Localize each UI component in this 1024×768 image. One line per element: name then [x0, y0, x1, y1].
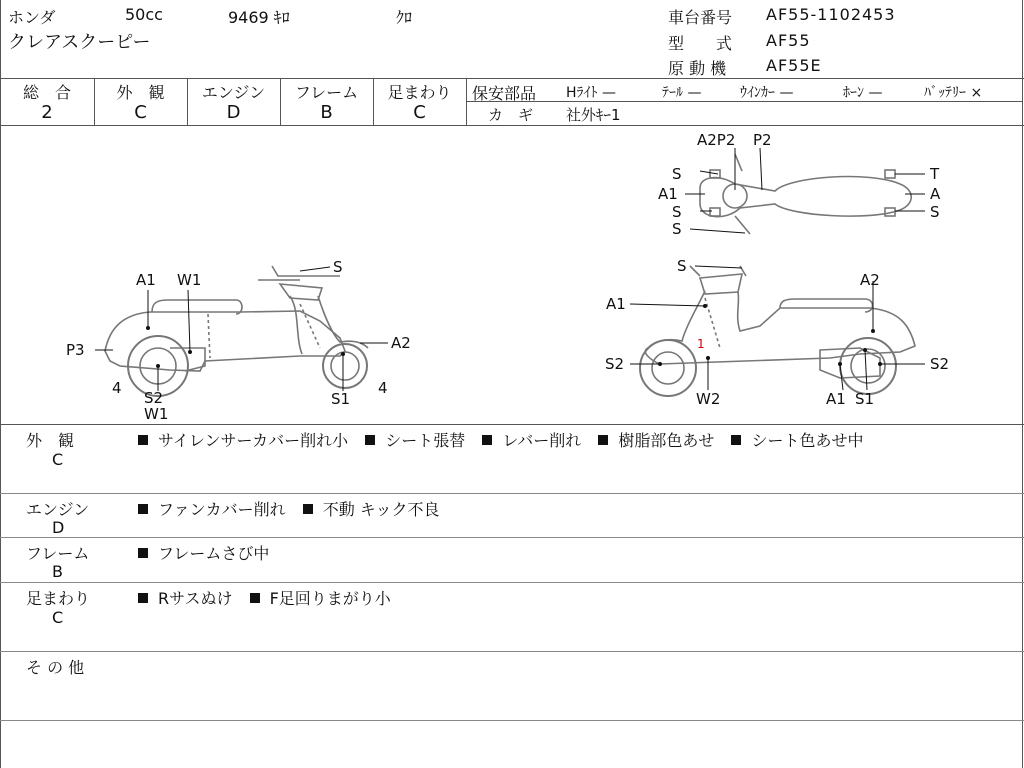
top-label-t: T [930, 165, 940, 183]
note-engine-grade: D [52, 518, 65, 537]
grade-engine-label: エンジン [201, 83, 266, 102]
grade-frame-value: B [320, 102, 333, 123]
chassis-value: AF55-1102453 [766, 5, 896, 24]
left-label-a1: A1 [136, 271, 156, 289]
left-label-4b: 4 [378, 379, 388, 397]
left-label-a2: A2 [391, 334, 411, 352]
note-frame-items: フレームさび中 [138, 541, 281, 564]
engine-label: 原 動 機 [668, 59, 727, 78]
top-label-p2: P2 [753, 131, 772, 149]
grade-overall-label: 総 合 [22, 83, 71, 102]
grade-overall-value: 2 [41, 102, 53, 123]
left-label-s: S [333, 258, 343, 276]
type-label: 型 式 [668, 34, 733, 53]
right-label-s2-right: S2 [930, 355, 950, 373]
red-mark: 1 [697, 337, 705, 351]
grade-suspension-label: 足まわり [387, 83, 452, 102]
color: ｸﾛ [396, 8, 413, 27]
chassis-label: 車台番号 [668, 8, 733, 27]
note-suspension-title: 足まわり [26, 589, 91, 608]
safety-item-tail: ﾃｰﾙ — [662, 85, 702, 101]
top-label-s-lr: S [930, 203, 940, 221]
left-label-s1: S1 [331, 390, 351, 408]
grade-frame-label: フレーム [294, 83, 359, 102]
safety-item-headlight: Hﾗｲﾄ — [566, 85, 616, 101]
grade-exterior-value: C [134, 102, 147, 123]
top-label-a: A [930, 185, 941, 203]
left-label-p3: P3 [66, 341, 85, 359]
note-engine-items: ファンカバー削れ 不動 キック不良 [138, 497, 452, 520]
type-value: AF55 [766, 31, 811, 50]
grade-suspension-value: C [413, 102, 426, 123]
note-exterior-grade: C [52, 450, 64, 469]
right-label-a2: A2 [860, 271, 880, 289]
maker: ホンダ [8, 8, 56, 27]
top-label-s-ul: S [672, 165, 682, 183]
model-name: クレアスクーピー [8, 32, 151, 53]
grade-exterior-label: 外 観 [116, 83, 165, 102]
safety-item-horn: ﾎｰﾝ — [843, 85, 883, 101]
note-exterior-items: サイレンサーカバー削れ小 シート張替 レバー削れ 樹脂部色あせ シート色あせ中 [138, 428, 875, 451]
scooter-diagrams [0, 126, 1022, 423]
note-frame-grade: B [52, 562, 63, 581]
top-view [700, 154, 911, 234]
left-label-s2: S2 [144, 389, 164, 407]
note-suspension-items: Rサスぬけ F足回りまがり小 [138, 586, 403, 609]
top-label-s-bottom: S [672, 220, 682, 238]
mileage: 9469 ｷﾛ [228, 8, 290, 27]
engine-value: AF55E [766, 56, 822, 75]
safety-item-battery: ﾊﾞｯﾃﾘｰ × [924, 85, 983, 101]
key-label: カ ギ [488, 106, 534, 124]
left-label-w1b: W1 [144, 405, 169, 423]
right-label-a1-bottom: A1 [826, 390, 846, 408]
right-label-w2: W2 [696, 390, 721, 408]
key-value: 社外ｷｰ1 [566, 106, 621, 124]
note-exterior-title: 外 観 [26, 431, 75, 450]
displacement: 50cc [125, 5, 163, 24]
note-frame-title: フレーム [26, 544, 90, 563]
right-label-s: S [677, 257, 687, 275]
top-label-s-ll: S [672, 203, 682, 221]
right-label-s1: S1 [855, 390, 875, 408]
left-label-4a: 4 [112, 379, 122, 397]
safety-item-winker: ｳｲﾝｶｰ — [740, 85, 794, 101]
note-engine-title: エンジン [26, 500, 90, 519]
right-label-a1: A1 [606, 295, 626, 313]
top-label-a1: A1 [658, 185, 678, 203]
right-label-s2-left: S2 [605, 355, 625, 373]
left-label-w1: W1 [177, 271, 202, 289]
top-label-a2p2: A2P2 [697, 131, 736, 149]
grade-engine-value: D [226, 102, 241, 123]
safety-label: 保安部品 [472, 84, 537, 103]
note-suspension-grade: C [52, 608, 64, 627]
note-other-title: そ の 他 [26, 658, 85, 677]
